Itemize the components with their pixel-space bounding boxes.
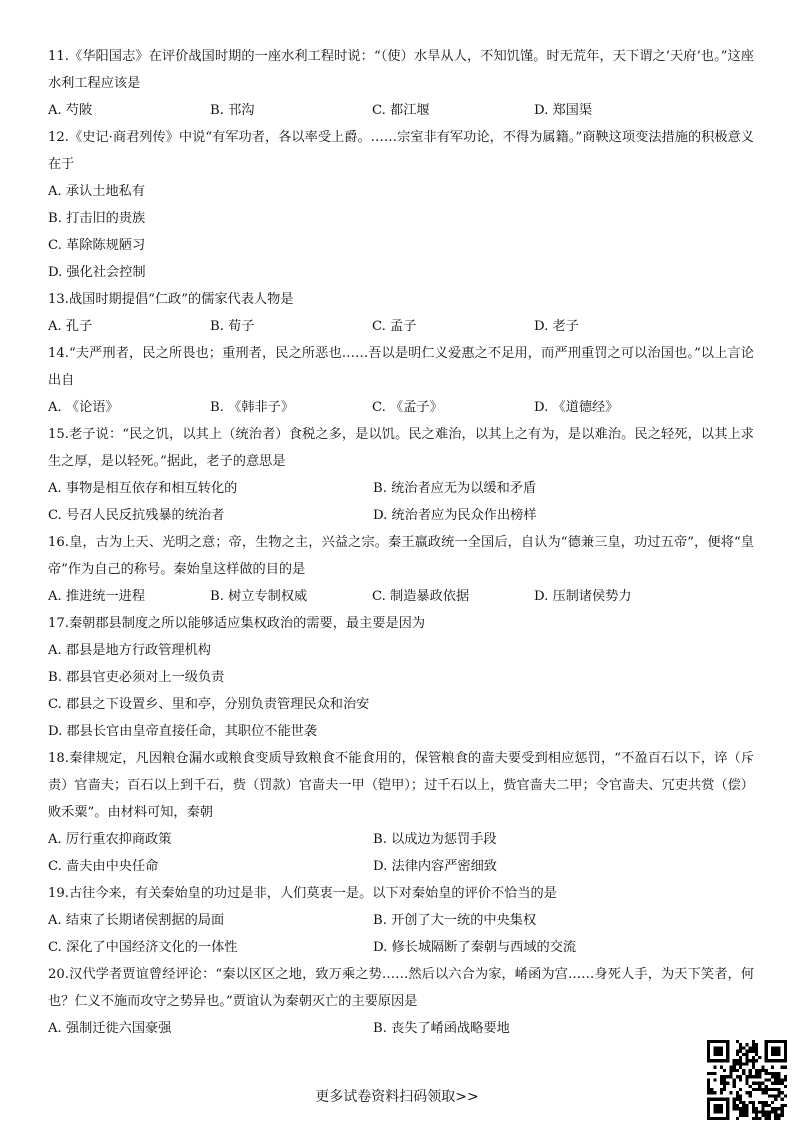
options-row xyxy=(48,394,754,421)
option-c: C. 革除陈规陋习 xyxy=(48,238,146,253)
question-stem: 19.古往今来，有关秦始皇的功过是非，人们莫衷一是。以下对秦始皇的评价不恰当的是 xyxy=(48,886,557,901)
options-row xyxy=(48,826,754,853)
option-a: A. 强制迁徙六国豪强 xyxy=(48,1021,172,1036)
exam-page xyxy=(48,43,754,1042)
question-stem: 13.战国时期提倡“仁政”的儒家代表人物是 xyxy=(48,292,294,307)
question-stem: 18.秦律规定，凡因粮仓漏水或粮食变质导致粮食不能食用的，保管粮食的啬夫要受到相应惩罚，“不盈百石以下，谇（斥责）官啬夫；百石以上到千石，赀（罚款）官啬夫一甲（铠甲）；过千石以上，赀官啬夫二甲；令官啬夫、冗吏共赏（偿）败禾粟”。由材料可知，秦朝 xyxy=(48,751,754,820)
question-17 xyxy=(48,610,754,745)
option-b: B. 统治者应无为以缓和矛盾 xyxy=(373,481,537,496)
option-a: A. 芍陂 xyxy=(48,103,93,118)
option-c: C. 孟子 xyxy=(372,319,417,334)
option-d: D. 郑国渠 xyxy=(534,103,593,118)
option-d: D. 法律内容严密细致 xyxy=(373,859,497,874)
option-c: C. 《孟子》 xyxy=(372,400,443,415)
options-row xyxy=(48,934,754,961)
question-stem: 20.汉代学者贾谊曾经评论：“秦以区区之地，致万乘之势……然后以六合为家，崤函为宫……身死人手，为天下笑者，何也？仁义不施而攻守之势异也。”贾谊认为秦朝灭亡的主要原因是 xyxy=(48,967,754,1009)
option-b: B. 树立专制权威 xyxy=(210,589,308,604)
options-row xyxy=(48,1015,754,1042)
question-stem: 15.老子说：“民之饥，以其上（统治者）食税之多，是以饥。民之难治，以其上之有为，是以难治。民之轻死，以其上求生之厚，是以轻死。”据此，老子的意思是 xyxy=(48,427,754,469)
question-15 xyxy=(48,421,754,529)
option-a: A. 承认土地私有 xyxy=(48,184,146,199)
question-stem: 11.《华阳国志》在评价战国时期的一座水利工程时说：“（使）水旱从人，不知饥馑。时无荒年，天下谓之‘天府’也。”这座水利工程应该是 xyxy=(48,49,754,91)
option-c: C. 深化了中国经济文化的一体性 xyxy=(48,940,238,955)
question-11 xyxy=(48,43,754,124)
option-d: D. 强化社会控制 xyxy=(48,265,146,280)
options-row xyxy=(48,475,754,502)
option-a: A. 推进统一进程 xyxy=(48,589,146,604)
option-b: B. 丧失了崤函战略要地 xyxy=(373,1021,510,1036)
options-row xyxy=(48,502,754,529)
options-row xyxy=(48,97,754,124)
question-14 xyxy=(48,340,754,421)
option-d: D. 郡县长官由皇帝直接任命，其职位不能世袭 xyxy=(48,724,318,739)
option-d: D. 老子 xyxy=(534,319,579,334)
question-stem: 14.“夫严刑者，民之所畏也；重刑者，民之所恶也……吾以是明仁义爱惠之不足用，而严刑重罚之可以治国也。”以上言论出自 xyxy=(48,346,754,388)
option-a: A. 《论语》 xyxy=(48,400,119,415)
option-d: D. 《道德经》 xyxy=(534,400,619,415)
option-c: C. 制造暴政依据 xyxy=(372,589,470,604)
option-a: A. 结束了长期诸侯割据的局面 xyxy=(48,913,225,928)
question-stem: 12.《史记·商君列传》中说“有军功者，各以率受上爵。……宗室非有军功论，不得为属籍。”商鞅这项变法措施的积极意义在于 xyxy=(48,130,754,172)
option-b: B. 《韩非子》 xyxy=(210,400,295,415)
footer-scan-prompt[interactable]: 更多试卷资料扫码领取>> xyxy=(315,1089,479,1105)
question-13 xyxy=(48,286,754,340)
question-18 xyxy=(48,745,754,880)
option-b: B. 开创了大一统的中央集权 xyxy=(373,913,537,928)
option-c: C. 啬夫由中央任命 xyxy=(48,859,159,874)
qr-code-icon[interactable] xyxy=(707,1040,787,1120)
options-row xyxy=(48,313,754,340)
option-c: C. 都江堰 xyxy=(372,103,430,118)
option-c: C. 郡县之下设置乡、里和亭，分别负责管理民众和治安 xyxy=(48,697,370,712)
option-c: C. 号召人民反抗残暴的统治者 xyxy=(48,508,225,523)
question-stem: 16.皇，古为上天、光明之意；帝，生物之主，兴益之宗。秦王嬴政统一全国后，自认为“德兼三皇，功过五帝”，便将“皇帝”作为自己的称号。秦始皇这样做的目的是 xyxy=(48,535,754,577)
option-b: B. 打击旧的贵族 xyxy=(48,211,146,226)
options-row xyxy=(48,853,754,880)
question-16 xyxy=(48,529,754,610)
option-d: D. 压制诸侯势力 xyxy=(534,589,632,604)
question-19 xyxy=(48,880,754,961)
option-a: A. 厉行重农抑商政策 xyxy=(48,832,172,847)
option-b: B. 以成边为惩罚手段 xyxy=(373,832,497,847)
option-a: A. 事物是相互依存和相互转化的 xyxy=(48,481,238,496)
option-b: B. 荀子 xyxy=(210,319,255,334)
option-a: A. 郡县是地方行政管理机构 xyxy=(48,643,211,658)
option-b: B. 邗沟 xyxy=(210,103,255,118)
options-row xyxy=(48,583,754,610)
option-d: D. 修长城隔断了秦朝与西域的交流 xyxy=(373,940,577,955)
option-d: D. 统治者应为民众作出榜样 xyxy=(373,508,537,523)
question-stem: 17.秦朝郡县制度之所以能够适应集权政治的需要，最主要是因为 xyxy=(48,616,426,631)
question-12 xyxy=(48,124,754,286)
option-a: A. 孔子 xyxy=(48,319,93,334)
option-b: B. 郡县官吏必须对上一级负责 xyxy=(48,670,225,685)
question-20 xyxy=(48,961,754,1042)
options-row xyxy=(48,907,754,934)
